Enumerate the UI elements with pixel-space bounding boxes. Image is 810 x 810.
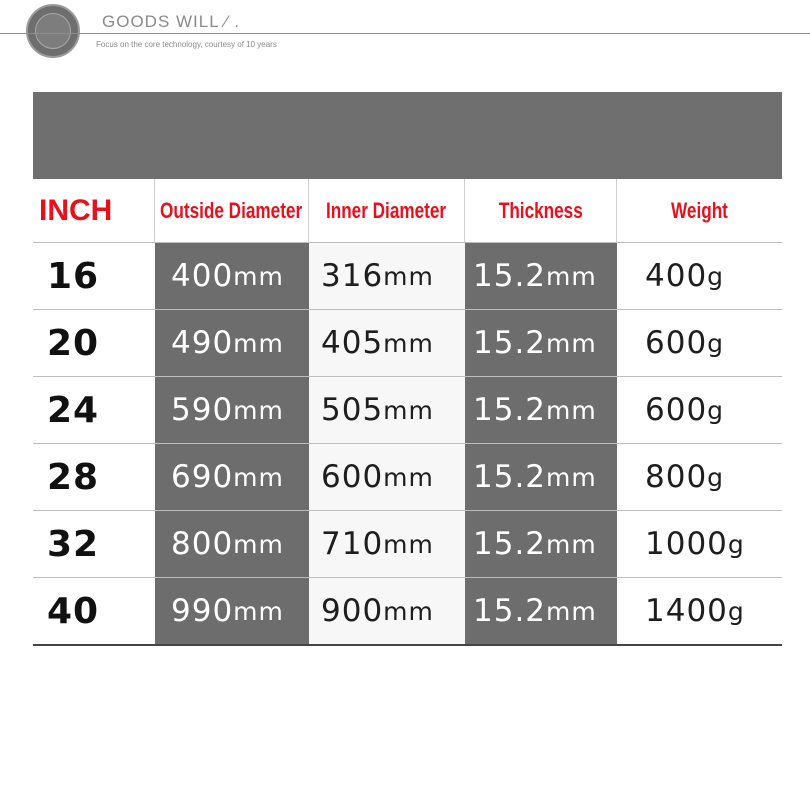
weight-cell-value: 400 [645, 258, 708, 294]
weight-cell-unit: g [707, 462, 725, 492]
weight-cell-value: 600 [645, 325, 708, 361]
thickness-cell-value: 15.2 [473, 258, 547, 294]
inner-diameter-cell [309, 243, 465, 309]
weight-cell-value: 1000 [645, 526, 728, 562]
thickness-cell-value: 15.2 [473, 459, 547, 495]
weight-cell [617, 377, 782, 443]
inner-diameter-cell-unit: mm [383, 529, 434, 559]
inch-cell-value: 40 [47, 590, 100, 632]
inch-cell-value: 32 [47, 523, 100, 565]
weight-cell [617, 578, 782, 644]
inner-diameter-cell-unit: mm [383, 395, 434, 425]
inch-cell [33, 444, 155, 510]
spec-table [33, 179, 782, 646]
inner-diameter-cell-value: 505 [321, 392, 384, 428]
outside-diameter-cell [155, 377, 309, 443]
weight-cell-value: 1400 [645, 593, 728, 629]
weight-cell-unit: g [727, 596, 745, 626]
weight-cell-value: 600 [645, 392, 708, 428]
thickness-cell-unit: mm [546, 328, 597, 358]
circle-logo-icon [26, 4, 80, 58]
inch-cell-value: 20 [47, 322, 100, 364]
header-inner-diameter-label: Inner Diameter [326, 197, 447, 223]
thickness-cell [465, 511, 617, 577]
inner-diameter-cell [309, 578, 465, 644]
outside-diameter-cell-unit: mm [233, 395, 284, 425]
brand-title: GOODS WILL ⁄ . [102, 12, 241, 31]
inch-cell-value: 28 [47, 456, 100, 498]
outside-diameter-cell [155, 444, 309, 510]
outside-diameter-cell-unit: mm [233, 596, 284, 626]
thickness-cell-unit: mm [546, 395, 597, 425]
inner-diameter-cell-unit: mm [383, 328, 434, 358]
outside-diameter-cell-value: 590 [171, 392, 234, 428]
outside-diameter-cell-value: 690 [171, 459, 234, 495]
weight-cell-unit: g [707, 328, 725, 358]
inch-cell [33, 310, 155, 376]
inner-diameter-cell-unit: mm [383, 261, 434, 291]
inch-cell-value: 24 [47, 389, 100, 431]
outside-diameter-cell [155, 243, 309, 309]
thickness-cell [465, 377, 617, 443]
inner-diameter-cell-value: 316 [321, 258, 384, 294]
table-row [33, 443, 782, 510]
inner-diameter-cell-value: 405 [321, 325, 384, 361]
inner-diameter-cell [309, 511, 465, 577]
thickness-cell-value: 15.2 [473, 593, 547, 629]
weight-cell [617, 243, 782, 309]
inner-diameter-cell-unit: mm [383, 596, 434, 626]
header-outside-diameter [155, 179, 309, 242]
header-inner-diameter [309, 179, 465, 242]
inner-diameter-cell [309, 377, 465, 443]
table-row [33, 242, 782, 309]
thickness-cell [465, 310, 617, 376]
thickness-cell-unit: mm [546, 529, 597, 559]
inner-diameter-cell [309, 310, 465, 376]
outside-diameter-cell-unit: mm [233, 462, 284, 492]
header-thickness-label: Thickness [498, 197, 583, 223]
outside-diameter-cell [155, 578, 309, 644]
outside-diameter-cell [155, 310, 309, 376]
header-inch: INCH [33, 179, 155, 242]
thickness-cell [465, 578, 617, 644]
inner-diameter-cell-value: 710 [321, 526, 384, 562]
inner-diameter-cell-value: 900 [321, 593, 384, 629]
weight-cell [617, 310, 782, 376]
weight-cell-value: 800 [645, 459, 708, 495]
outside-diameter-cell-value: 400 [171, 258, 234, 294]
inner-diameter-cell-unit: mm [383, 462, 434, 492]
thickness-cell-unit: mm [546, 261, 597, 291]
inch-cell [33, 243, 155, 309]
table-top-banner [33, 92, 782, 179]
table-header-row [33, 179, 782, 242]
weight-cell-unit: g [727, 529, 745, 559]
header-weight [617, 179, 782, 242]
table-row [33, 577, 782, 646]
thickness-cell-unit: mm [546, 596, 597, 626]
outside-diameter-cell-unit: mm [233, 529, 284, 559]
thickness-cell [465, 444, 617, 510]
inner-diameter-cell-value: 600 [321, 459, 384, 495]
inch-cell [33, 511, 155, 577]
outside-diameter-cell-unit: mm [233, 261, 284, 291]
thickness-cell-value: 15.2 [473, 526, 547, 562]
outside-diameter-cell-value: 990 [171, 593, 234, 629]
inch-cell-value: 16 [47, 255, 100, 297]
weight-cell [617, 511, 782, 577]
outside-diameter-cell-value: 800 [171, 526, 234, 562]
table-row [33, 376, 782, 443]
weight-cell [617, 444, 782, 510]
brand-subtitle: Focus on the core technology, courtesy of 10 years [96, 40, 277, 49]
table-row [33, 309, 782, 376]
inch-cell [33, 377, 155, 443]
outside-diameter-cell-value: 490 [171, 325, 234, 361]
weight-cell-unit: g [707, 261, 725, 291]
logo-inner-ring [35, 13, 71, 49]
inch-cell [33, 578, 155, 644]
header-divider [0, 33, 810, 34]
inner-diameter-cell [309, 444, 465, 510]
table-body [33, 242, 782, 646]
header-weight-label: Weight [671, 197, 728, 223]
header-thickness [465, 179, 617, 242]
thickness-cell-value: 15.2 [473, 325, 547, 361]
thickness-cell-unit: mm [546, 462, 597, 492]
outside-diameter-cell-unit: mm [233, 328, 284, 358]
outside-diameter-cell [155, 511, 309, 577]
header-outside-diameter-label: Outside Diameter [160, 197, 303, 223]
thickness-cell [465, 243, 617, 309]
weight-cell-unit: g [707, 395, 725, 425]
thickness-cell-value: 15.2 [473, 392, 547, 428]
table-row [33, 510, 782, 577]
